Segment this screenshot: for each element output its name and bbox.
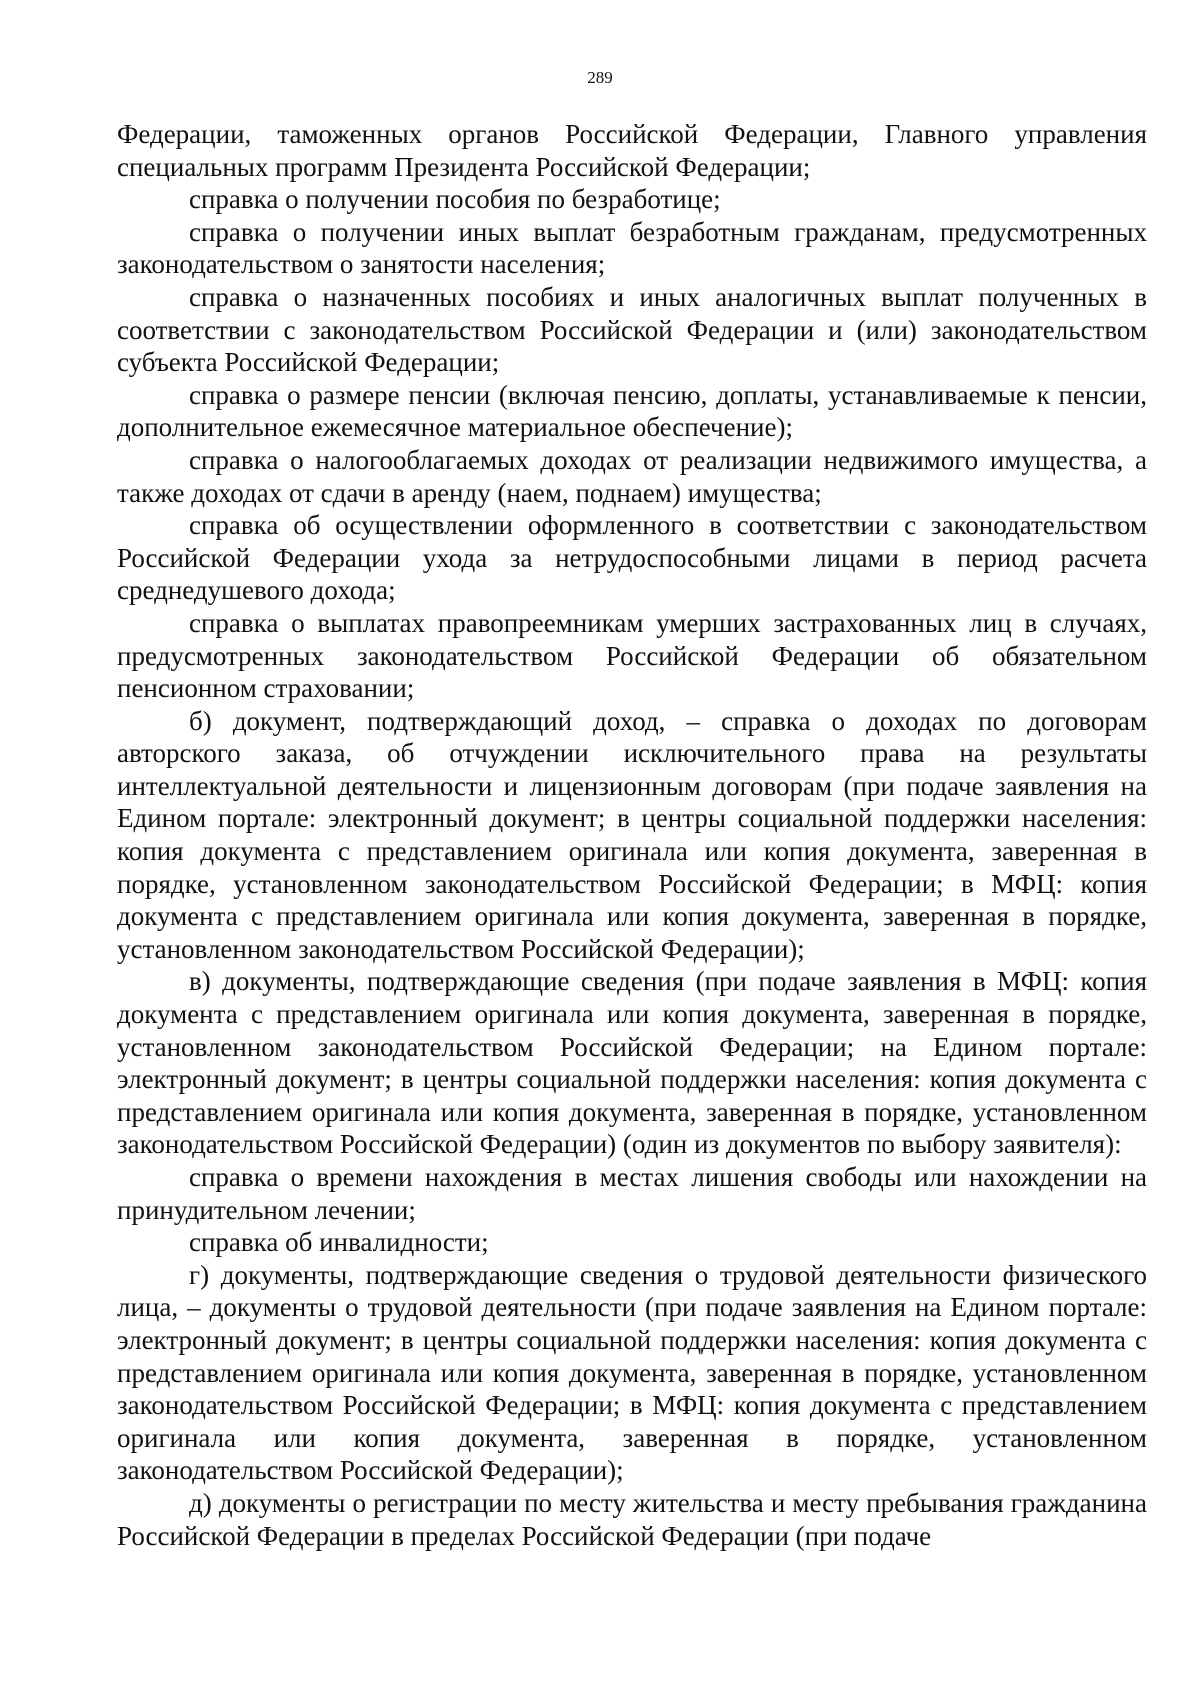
paragraph-successor-payments: справка о выплатах правопреемникам умерших застрахованных лиц в случаях, предусмотренных законодательством Российской Федерации об обязательном пенсионном страховании; bbox=[117, 607, 1147, 704]
page-number: 289 bbox=[587, 68, 613, 87]
paragraph-item-g: г) документы, подтверждающие сведения о трудовой деятельности физического лица, – документы о трудовой деятельности (при подаче заявления на Едином портале: электронный документ; в центры социальной поддержки населения: копия документа с представлением оригинала или копия документа, заверенная в порядке, установленном законодательством Российской Федерации; в МФЦ: копия документа с представлением оригинала или копия документа, заверенная в порядке, установленном законодательством Российской Федерации); bbox=[117, 1259, 1147, 1486]
paragraph-continuation: Федерации, таможенных органов Российской Федерации, Главного управления специальных программ Президента Российской Федерации; bbox=[117, 119, 1147, 182]
paragraph-unemployment-benefit: справка о получении пособия по безработице; bbox=[189, 184, 721, 215]
paragraph-item-v: в) документы, подтверждающие сведения (при подаче заявления в МФЦ: копия документа с представлением оригинала или копия документа, заверенная в порядке, установленном законодательством Российской Федерации; на Едином портале: электронный документ; в центры социальной поддержки населения: копия документа с представлением оригинала или копия документа, заверенная в порядке, установленном законодательством Российской Федерации) (один из документов по выбору заявителя): bbox=[117, 966, 1147, 1160]
paragraph-care-disabled: справка об осуществлении оформленного в соответствии с законодательством Российской Федерации ухода за нетрудоспособными лицами в период расчета среднедушевого дохода; bbox=[117, 510, 1147, 606]
document-body bbox=[117, 118, 1147, 1552]
paragraph-disability-certificate: справка об инвалидности; bbox=[189, 1227, 489, 1258]
paragraph-item-b: б) документ, подтверждающий доход, – справка о доходах по договорам авторского заказа, об отчуждении исключительного права на результаты интеллектуальной деятельности и лицензионным договорам (при подаче заявления на Едином портале: электронный документ; в центры социальной поддержки населения: копия документа с представлением оригинала или копия документа, заверенная в порядке, установленном законодательством Российской Федерации; в МФЦ: копия документа с представлением оригинала или копия документа, заверенная в порядке, установленном законодательством Российской Федерации); bbox=[117, 705, 1147, 964]
paragraph-item-d: д) документы о регистрации по месту жительства и месту пребывания гражданина Российской Федерации в пределах Российской Федерации (при подаче bbox=[117, 1487, 1147, 1551]
paragraph-assigned-benefits: справка о назначенных пособиях и иных аналогичных выплат полученных в соответствии с законодательством Российской Федерации и (или) законодательством субъекта Российской Федерации; bbox=[117, 281, 1147, 378]
paragraph-taxable-income: справка о налогооблагаемых доходах от реализации недвижимого имущества, а также доходах от сдачи в аренду (наем, поднаем) имущества; bbox=[117, 444, 1147, 508]
paragraph-unemployed-payments: справка о получении иных выплат безработным гражданам, предусмотренных законодательством о занятости населения; bbox=[117, 216, 1147, 280]
paragraph-pension-size: справка о размере пенсии (включая пенсию, доплаты, устанавливаемые к пенсии, дополнительное ежемесячное материальное обеспечение); bbox=[117, 379, 1147, 443]
paragraph-detention-certificate: справка о времени нахождения в местах лишения свободы или нахождении на принудительном лечении; bbox=[117, 1162, 1147, 1225]
